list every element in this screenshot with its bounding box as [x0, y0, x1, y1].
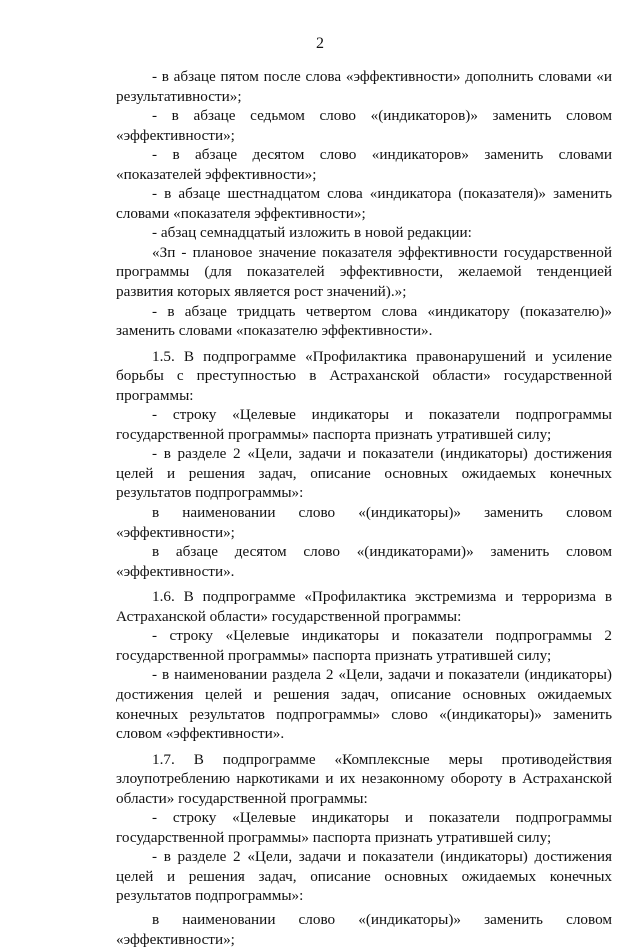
paragraph: 1.6. В подпрограмме «Профилактика экстремизма и терроризма в Астраханской области» государственной программы: — [116, 588, 612, 625]
document-body — [116, 67, 612, 949]
paragraph: 1.5. В подпрограмме «Профилактика правонарушений и усиление борьбы с преступностью в Астраханской области» государственной программы: — [116, 347, 612, 404]
paragraph: - в разделе 2 «Цели, задачи и показатели (индикаторы) достижения целей и решения задач, описание основных ожидаемых конечных результатов подпрограммы»: — [116, 848, 612, 905]
page-number: 2 — [316, 35, 324, 52]
paragraph: - в абзаце десятом слово «индикаторов» заменить словами «показателей эффективности»; — [116, 146, 612, 183]
paragraph: - в разделе 2 «Цели, задачи и показатели (индикаторы) достижения целей и решения задач, описание основных ожидаемых конечных результатов подпрограммы»: — [116, 445, 612, 502]
paragraph: - в абзаце шестнадцатом слова «индикатора (показателя)» заменить словами «показателя эффективности»; — [116, 185, 612, 222]
paragraph: «Зп - плановое значение показателя эффективности государственной программы (для показателей эффективности, желаемой тенденцией развития которых является рост значений).»; — [116, 243, 612, 301]
paragraph: - в абзаце седьмом слово «(индикаторов)» заменить словом «эффективности»; — [116, 107, 612, 144]
paragraph: в наименовании слово «(индикаторы)» заменить словом «эффективности»; — [116, 910, 612, 948]
paragraph: - в наименовании раздела 2 «Цели, задачи и показатели (индикаторы) достижения целей и решения задач, описание основных ожидаемых конечных результатов подпрограммы» слово «(индикаторы)» заменить словом «эффективности». — [116, 666, 612, 743]
paragraph: - в абзаце пятом после слова «эффективности» дополнить словами «и результативности»; — [116, 68, 612, 105]
paragraph: - строку «Целевые индикаторы и показатели подпрограммы государственной программы» паспорта признать утратившей силу; — [116, 809, 612, 846]
paragraph: - строку «Целевые индикаторы и показатели подпрограммы 2 государственной программы» паспорта признать утратившей силу; — [116, 627, 612, 664]
paragraph: - в абзаце тридцать четвертом слова «индикатору (показателю)» заменить словами «показателю эффективности». — [116, 302, 612, 340]
paragraph: в абзаце десятом слово «(индикаторами)» заменить словом «эффективности». — [116, 543, 612, 580]
paragraph: 1.7. В подпрограмме «Комплексные меры противодействия злоупотреблению наркотиками и их незаконному обороту в Астраханской области» государственной программы: — [116, 750, 612, 807]
paragraph: - абзац семнадцатый изложить в новой редакции: — [152, 224, 472, 242]
paragraph: - строку «Целевые индикаторы и показатели подпрограммы государственной программы» паспорта признать утратившей силу; — [116, 406, 612, 443]
paragraph: в наименовании слово «(индикаторы)» заменить словом «эффективности»; — [116, 504, 612, 541]
